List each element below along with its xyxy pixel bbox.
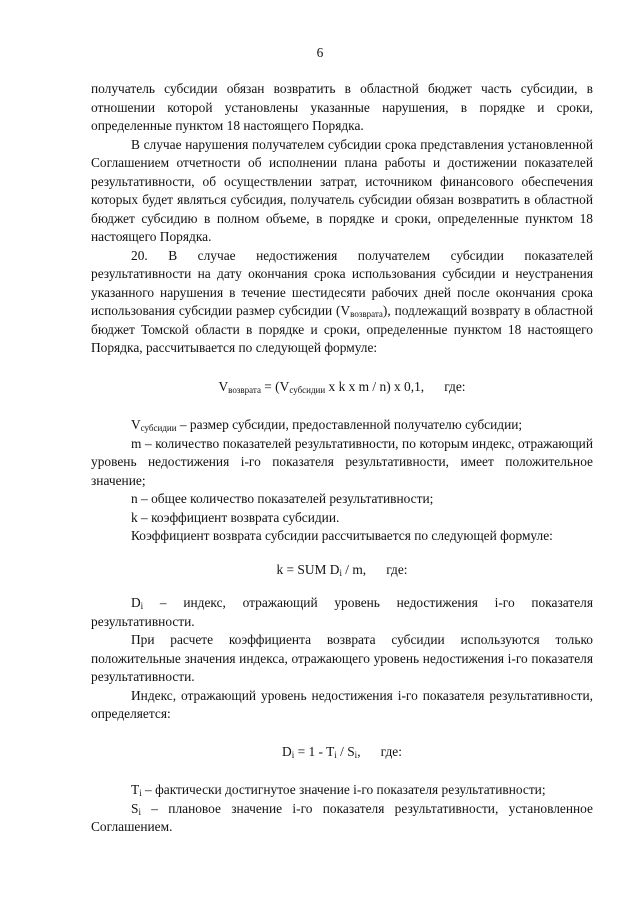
paragraph: Индекс, отражающий уровень недостижения i-го показателя результативности, определяется: [91, 687, 593, 721]
paragraph: При расчете коэффициента возврата субсидии используются только положительные значения индекса, отражающего уровень недостижения i-го показателя результативности. [91, 632, 593, 684]
document-body [91, 80, 593, 837]
definition-ti: $T_i$ – фактически достигнутое значение i-го показателя результативности; [131, 782, 546, 798]
formula-di: $D_i = 1 - T_i / S_i$, где: [282, 743, 402, 760]
definition-k: k – коэффициент возврата субсидии. [131, 509, 340, 525]
definition-n: n – общее количество показателей результативности; [131, 491, 434, 506]
formula-k: k = SUM $D_i$ / m, где: [276, 561, 408, 578]
definition-m: m – количество показателей результативности, по которым индекс, отражающий уровень недостижения i-го показателя результативности, имеет положительное значение; [91, 435, 593, 488]
paragraph: В случае нарушения получателем субсидии срока представления установленной Соглашением отчетности об исполнении плана работы и достижении показателей результативности, об осуществлении затрат, источником финансового обеспечения которых будет являться субсидия, получатель субсидии обязан возвратить в областной бюджет субсидию в полном объеме, в порядке и сроки, определенные пунктом 18 настоящего Порядка. [91, 136, 593, 244]
paragraph: Коэффициент возврата субсидии рассчитывается по следующей формуле: [131, 528, 553, 543]
definition-v-subsidy: $V_{субсидии}$ – размер субсидии, предоставленной получателю субсидии; [131, 417, 523, 433]
paragraph-item-20: 20. В случае недостижения получателем субсидии показателей результативности на дату окончания срока использования субсидии и неустранения указанного нарушения в течение шестидесяти рабочих дней после окончания срока использования субсидии размер субсидии $(V_{возврата})$, подлежащий возврату в областной бюджет Томской области в порядке и сроки, определенные пунктом 18 настоящего Порядка, рассчитывается по следующей формуле: [91, 247, 593, 355]
definition-si: $S_i$ – плановое значение i-го показателя результативности, установленное Соглашением. [91, 800, 593, 834]
paragraph: получатель субсидии обязан возвратить в областной бюджет часть субсидии, в отношении которой установлены указанные нарушения, в порядке и сроки, определенные пунктом 18 настоящего Порядка. [91, 81, 593, 133]
definition-di: $D_i$ – индекс, отражающий уровень недостижения i-го показателя результативности. [91, 595, 593, 629]
formula-v-return: $V_{возврата} = (V_{субсидии}$ x k x m / n) x 0,1, где: [218, 378, 466, 395]
page-number: 6 [316, 45, 324, 60]
